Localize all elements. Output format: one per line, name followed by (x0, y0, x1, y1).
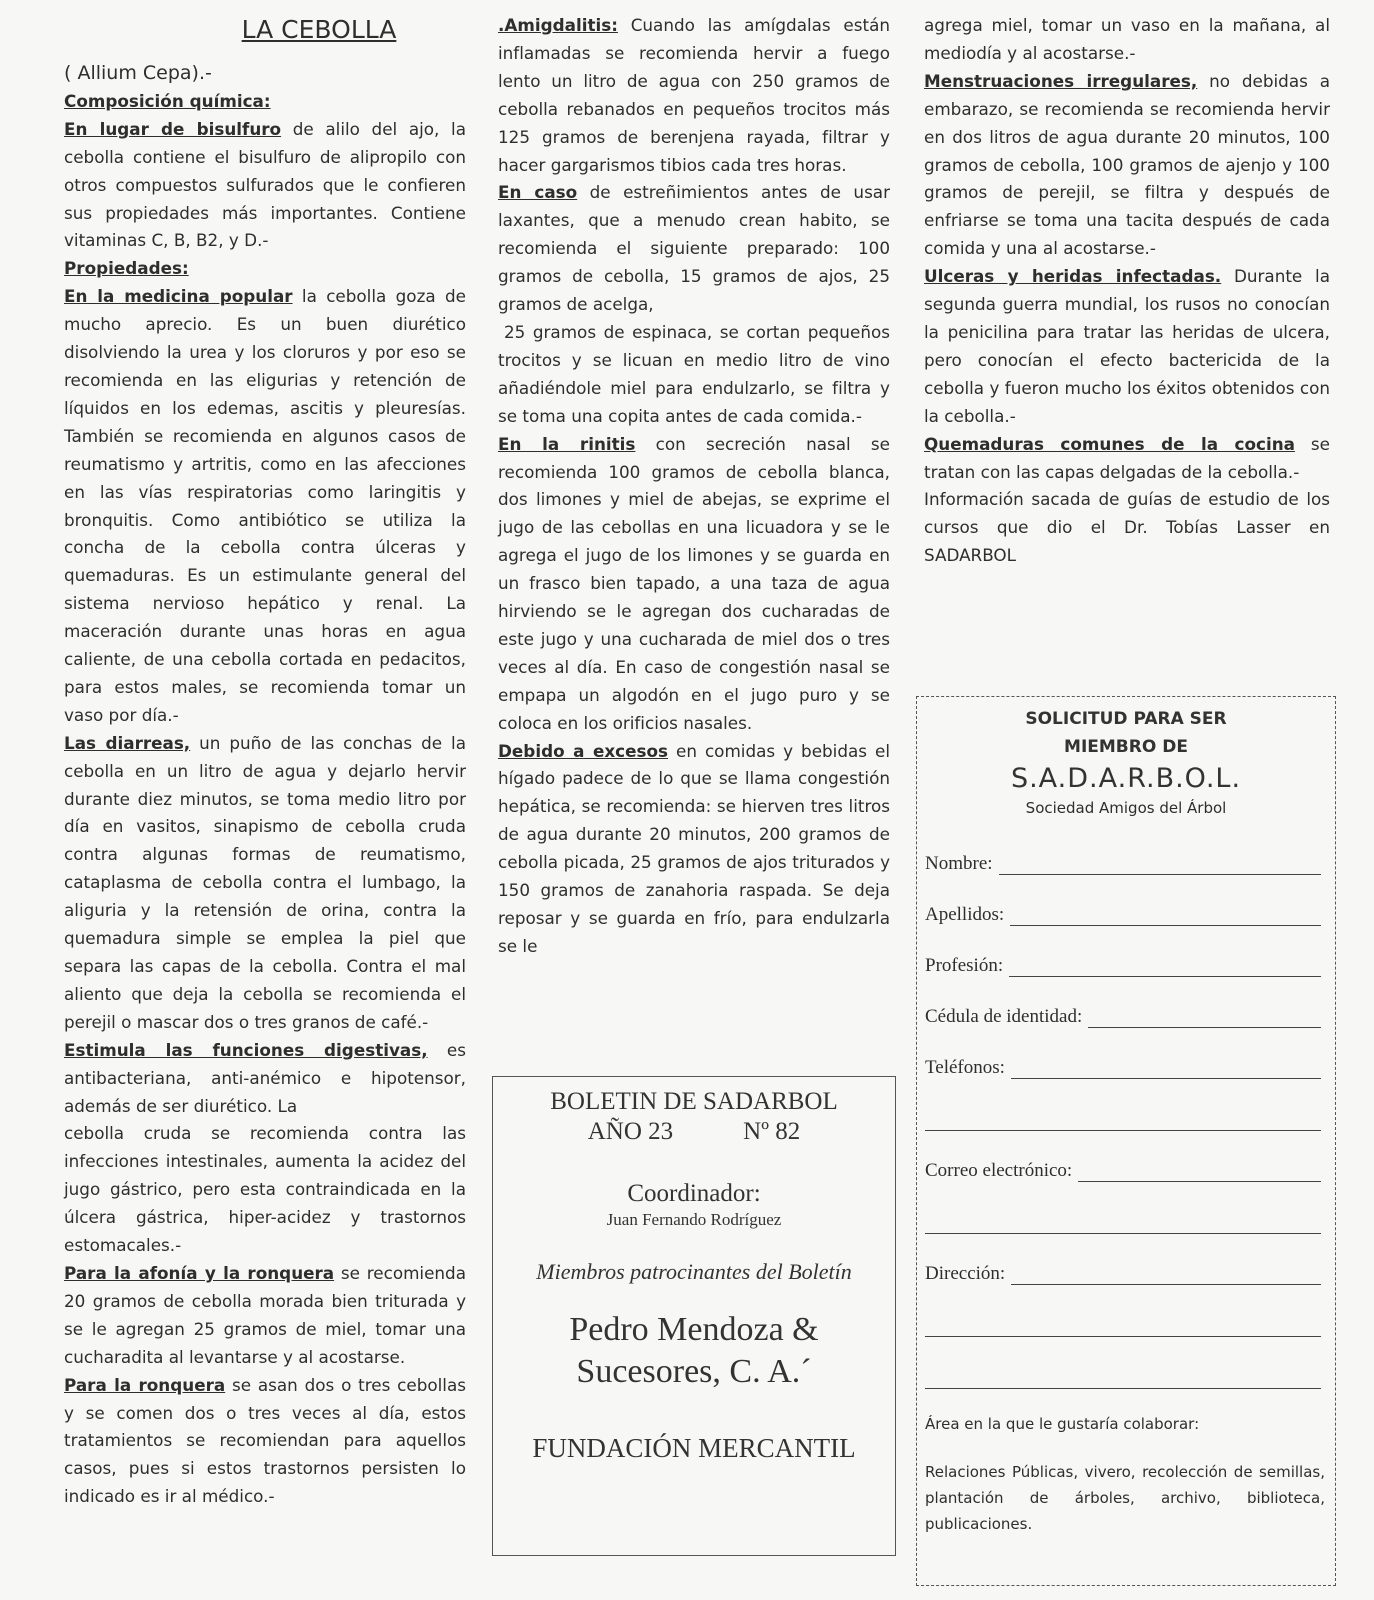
paragraph-lead: En caso (498, 182, 578, 203)
paragraph-text: de alilo del ajo, la cebolla contiene el bisulfuro de alipropilo con otros compuestos sulfurados que le confieren sus propiedades más importantes. Contiene vitaminas C, B, B2, y D.- (64, 118, 466, 251)
paragraph-lead: .Amigdalitis: (498, 15, 618, 35)
coordinator-name: Juan Fernando Rodríguez (606, 1210, 782, 1229)
correo-field[interactable] (925, 1131, 1321, 1182)
paragraph: agrega miel, tomar un vaso en la mañana, al mediodía y al acostarse.- (924, 15, 1330, 63)
correo-extra-line[interactable] (925, 1203, 1321, 1234)
apellidos-field[interactable] (925, 875, 1321, 926)
paragraph-lead: Para la ronquera (64, 1374, 226, 1395)
telefonos-field[interactable] (925, 1028, 1321, 1079)
paragraph-lead: Las diarreas, (64, 732, 191, 753)
direccion-field[interactable] (925, 1234, 1321, 1285)
paragraph-text: es antibacteriana, anti-anémico e hipotensor, además de ser diurético. La (64, 1039, 466, 1116)
telefonos-extra-line[interactable] (925, 1100, 1321, 1131)
cedula-input[interactable] (1088, 1007, 1321, 1028)
field-label: Nombre: (925, 853, 993, 874)
direccion-extra-line[interactable] (925, 1306, 1321, 1337)
area-label: Área en la que le gustaría colaborar: (925, 1415, 1200, 1433)
paragraph-lead: En la rinitis (498, 433, 636, 454)
paragraph (64, 283, 466, 730)
field-label: Profesión: (925, 955, 1004, 976)
paragraph-text: se recomienda 20 gramos de cebolla morada bien triturada y se le agregan 25 gramos de miel, tomar una cucharadita al levantarse y al acostarse. (64, 1262, 466, 1367)
sponsor-name: Pedro Mendoza & (569, 1311, 819, 1348)
boletin-title: BOLETIN DE SADARBOL (550, 1088, 838, 1115)
sponsor-name: FUNDACIÓN MERCANTIL (532, 1433, 856, 1463)
section-heading: Composición química: (64, 90, 271, 111)
paragraph: 25 gramos de espinaca, se cortan pequeños trocitos y se licuan en medio litro de vino añadiéndole miel para endulzarlo, se filtra y se toma una copita antes de cada comida.- (498, 321, 890, 426)
form-title: MIEMBRO DE (1064, 737, 1188, 757)
field-label: Cédula de identidad: (925, 1006, 1083, 1027)
boletin-issue (493, 1117, 895, 1147)
paragraph-lead: Quemaduras comunes de la cocina (924, 433, 1295, 454)
org-acronym: S.A.D.A.R.B.O.L. (1010, 763, 1242, 794)
paragraph: cebolla cruda se recomienda contra las infecciones intestinales, aumenta la acidez del jugo gástrico, pero esta contraindicada en la úlcera gástrica, hiper-acidez y trastornos estomacales.- (64, 1123, 466, 1256)
telefonos-input[interactable] (1011, 1058, 1321, 1079)
paragraph (64, 1260, 466, 1372)
paragraph (498, 12, 890, 179)
paragraph-text: en comidas y bebidas el hígado padece de lo que se llama congestión hepática, se recomienda: se hierven tres litros de agua durante 20 minutos, 200 gramos de cebolla picada, 25 gramos de ajos triturados y 150 gramos de zanahoria raspada. Se deja reposar y se guarda en frío, para endulzarla se le (498, 740, 891, 956)
paragraph-text: Durante la segunda guerra mundial, los rusos no conocían la penicilina para tratar las heridas de ulcera, pero conocían el efecto bactericida de la cebolla y fueron mucho los éxitos obtenidos con la cebolla.- (924, 266, 1330, 426)
section-heading: Propiedades: (64, 258, 189, 279)
boletin-box (492, 1076, 896, 1556)
nombre-input[interactable] (999, 854, 1321, 875)
paragraph (64, 730, 466, 1037)
paragraph (64, 1037, 466, 1121)
membership-form (916, 696, 1336, 1586)
field-label: Correo electrónico: (925, 1160, 1073, 1181)
apellidos-input[interactable] (1010, 905, 1321, 926)
paragraph (498, 738, 890, 961)
paragraph-lead: En la medicina popular (64, 286, 293, 307)
paragraph (924, 431, 1330, 487)
org-name: Sociedad Amigos del Árbol (1025, 799, 1227, 817)
paragraph-text: con secreción nasal se recomienda 100 gramos de cebolla blanca, dos limones y miel de abejas, se exprime el jugo de las cebollas en una licuadora y se le agrega el jugo de los limones y se guarda en un frasco bien tapado, a una taza de agua hirviendo se le agregan dos cucharadas de este jugo y una cucharada de miel dos o tres veces al día. En caso de congestión nasal se empapa un algodón en el jugo puro y se coloca en los orificios nasales. (498, 433, 890, 733)
paragraph-lead: Debido a excesos (498, 740, 668, 761)
field-label: Apellidos: (925, 904, 1005, 925)
nombre-field[interactable] (925, 819, 1321, 875)
paragraph-lead: Menstruaciones irregulares, (924, 70, 1198, 91)
column-1 (64, 60, 466, 1511)
field-label: Dirección: (925, 1263, 1006, 1284)
paragraph-text: se tratan con las capas delgadas de la cebolla.- (924, 433, 1330, 482)
paragraph (498, 431, 890, 738)
direccion-input[interactable] (1011, 1264, 1321, 1285)
source-note: Información sacada de guías de estudio de los cursos que dio el Dr. Tobías Lasser en SADARBOL (924, 489, 1330, 566)
paragraph-text: no debidas a embarazo, se recomienda se recomienda hervir en dos litros de agua durante 20 minutos, 100 gramos de cebolla, 100 gramos de ajenjo y 100 gramos de perejil, se filtra y después de enfriarse se toma una tacita después de cada comida y una al acostarse.- (924, 70, 1330, 259)
paragraph (64, 1372, 466, 1512)
paragraph-text: Cuando las amígdalas están inflamadas se recomienda hervir a fuego lento un litro de agua con 250 gramos de cebolla rebanados en pequeños trocitos más 125 gramos de berenjena rayada, filtrar y hacer gargarismos tibios cada tres horas. (498, 15, 890, 175)
paragraph (924, 68, 1330, 263)
correo-input[interactable] (1078, 1161, 1321, 1182)
form-title: SOLICITUD PARA SER (1025, 709, 1227, 729)
sponsors-label: Miembros patrocinantes del Boletín (536, 1259, 852, 1284)
paragraph (64, 116, 466, 256)
paragraph-lead: Ulceras y heridas infectadas. (924, 266, 1222, 287)
profesion-field[interactable] (925, 926, 1321, 977)
coordinator-label: Coordinador: (627, 1180, 761, 1207)
column-2 (498, 12, 890, 961)
field-label: Teléfonos: (925, 1057, 1005, 1078)
paragraph-text: se asan dos o tres cebollas y se comen dos o tres veces al día, estos tratamientos se recomiendan para aquellos casos, pues si estos trastornos persisten lo indicado es ir al médico.- (64, 1374, 466, 1507)
article-title: LA CEBOLLA (241, 15, 397, 44)
paragraph-text: de estreñimientos antes de usar laxantes, que a menudo crean habito, se recomienda el siguiente preparado: 100 gramos de cebolla, 15 gramos de ajos, 25 gramos de acelga, (498, 182, 890, 315)
direccion-extra-line[interactable] (925, 1358, 1321, 1389)
column-3 (924, 12, 1330, 570)
paragraph-text: la cebolla goza de mucho aprecio. Es un buen diurético disolviendo la urea y los cloruros y por eso se recomienda en las eligurias y retención de líquidos en los edemas, ascitis y pleuresías. También se recomienda en algunos casos de reumatismo y artritis, como en las afecciones en las vías respiratorias como laringitis y bronquitis. Como antibiótico se utiliza la concha de la cebolla contra úlceras y quemaduras. Es un estimulante general del sistema nervioso hepático y renal. La maceración durante unas horas en agua caliente, de una cebolla cortada en pedacitos, para estos males, se recomienda tomar un vaso por día.- (64, 286, 466, 725)
paragraph (924, 263, 1330, 430)
area-options: Relaciones Públicas, vivero, recolección de semillas, plantación de árboles, archivo, biblioteca, publicaciones. (925, 1463, 1325, 1533)
paragraph-lead: Estimula las funciones digestivas, (64, 1039, 428, 1060)
sponsor-name: Sucesores, C. A.´ (576, 1353, 812, 1390)
cedula-field[interactable] (925, 977, 1321, 1028)
scientific-name: ( Allium Cepa).- (64, 62, 212, 84)
boletin-number: Nº 82 (743, 1118, 801, 1145)
paragraph-lead: En lugar de bisulfuro (64, 118, 282, 139)
profesion-input[interactable] (1009, 956, 1321, 977)
paragraph-text: un puño de las conchas de la cebolla en un litro de agua y dejarlo hervir durante diez minutos, se toma medio litro por día en vasitos, sinapismo de cebolla cruda contra algunas formas de reumatismo, cataplasma de cebolla contra el lumbago, la aliguria y la retensión de orina, contra la quemadura simple se emplea la piel que separa las capas de la cebolla. Contra el mal aliento que deja la cebolla se recomienda el perejil o mascar dos o tres granos de café.- (64, 732, 466, 1032)
boletin-year: AÑO 23 (587, 1118, 674, 1145)
paragraph-lead: Para la afonía y la ronquera (64, 1262, 335, 1283)
paragraph (498, 179, 890, 319)
